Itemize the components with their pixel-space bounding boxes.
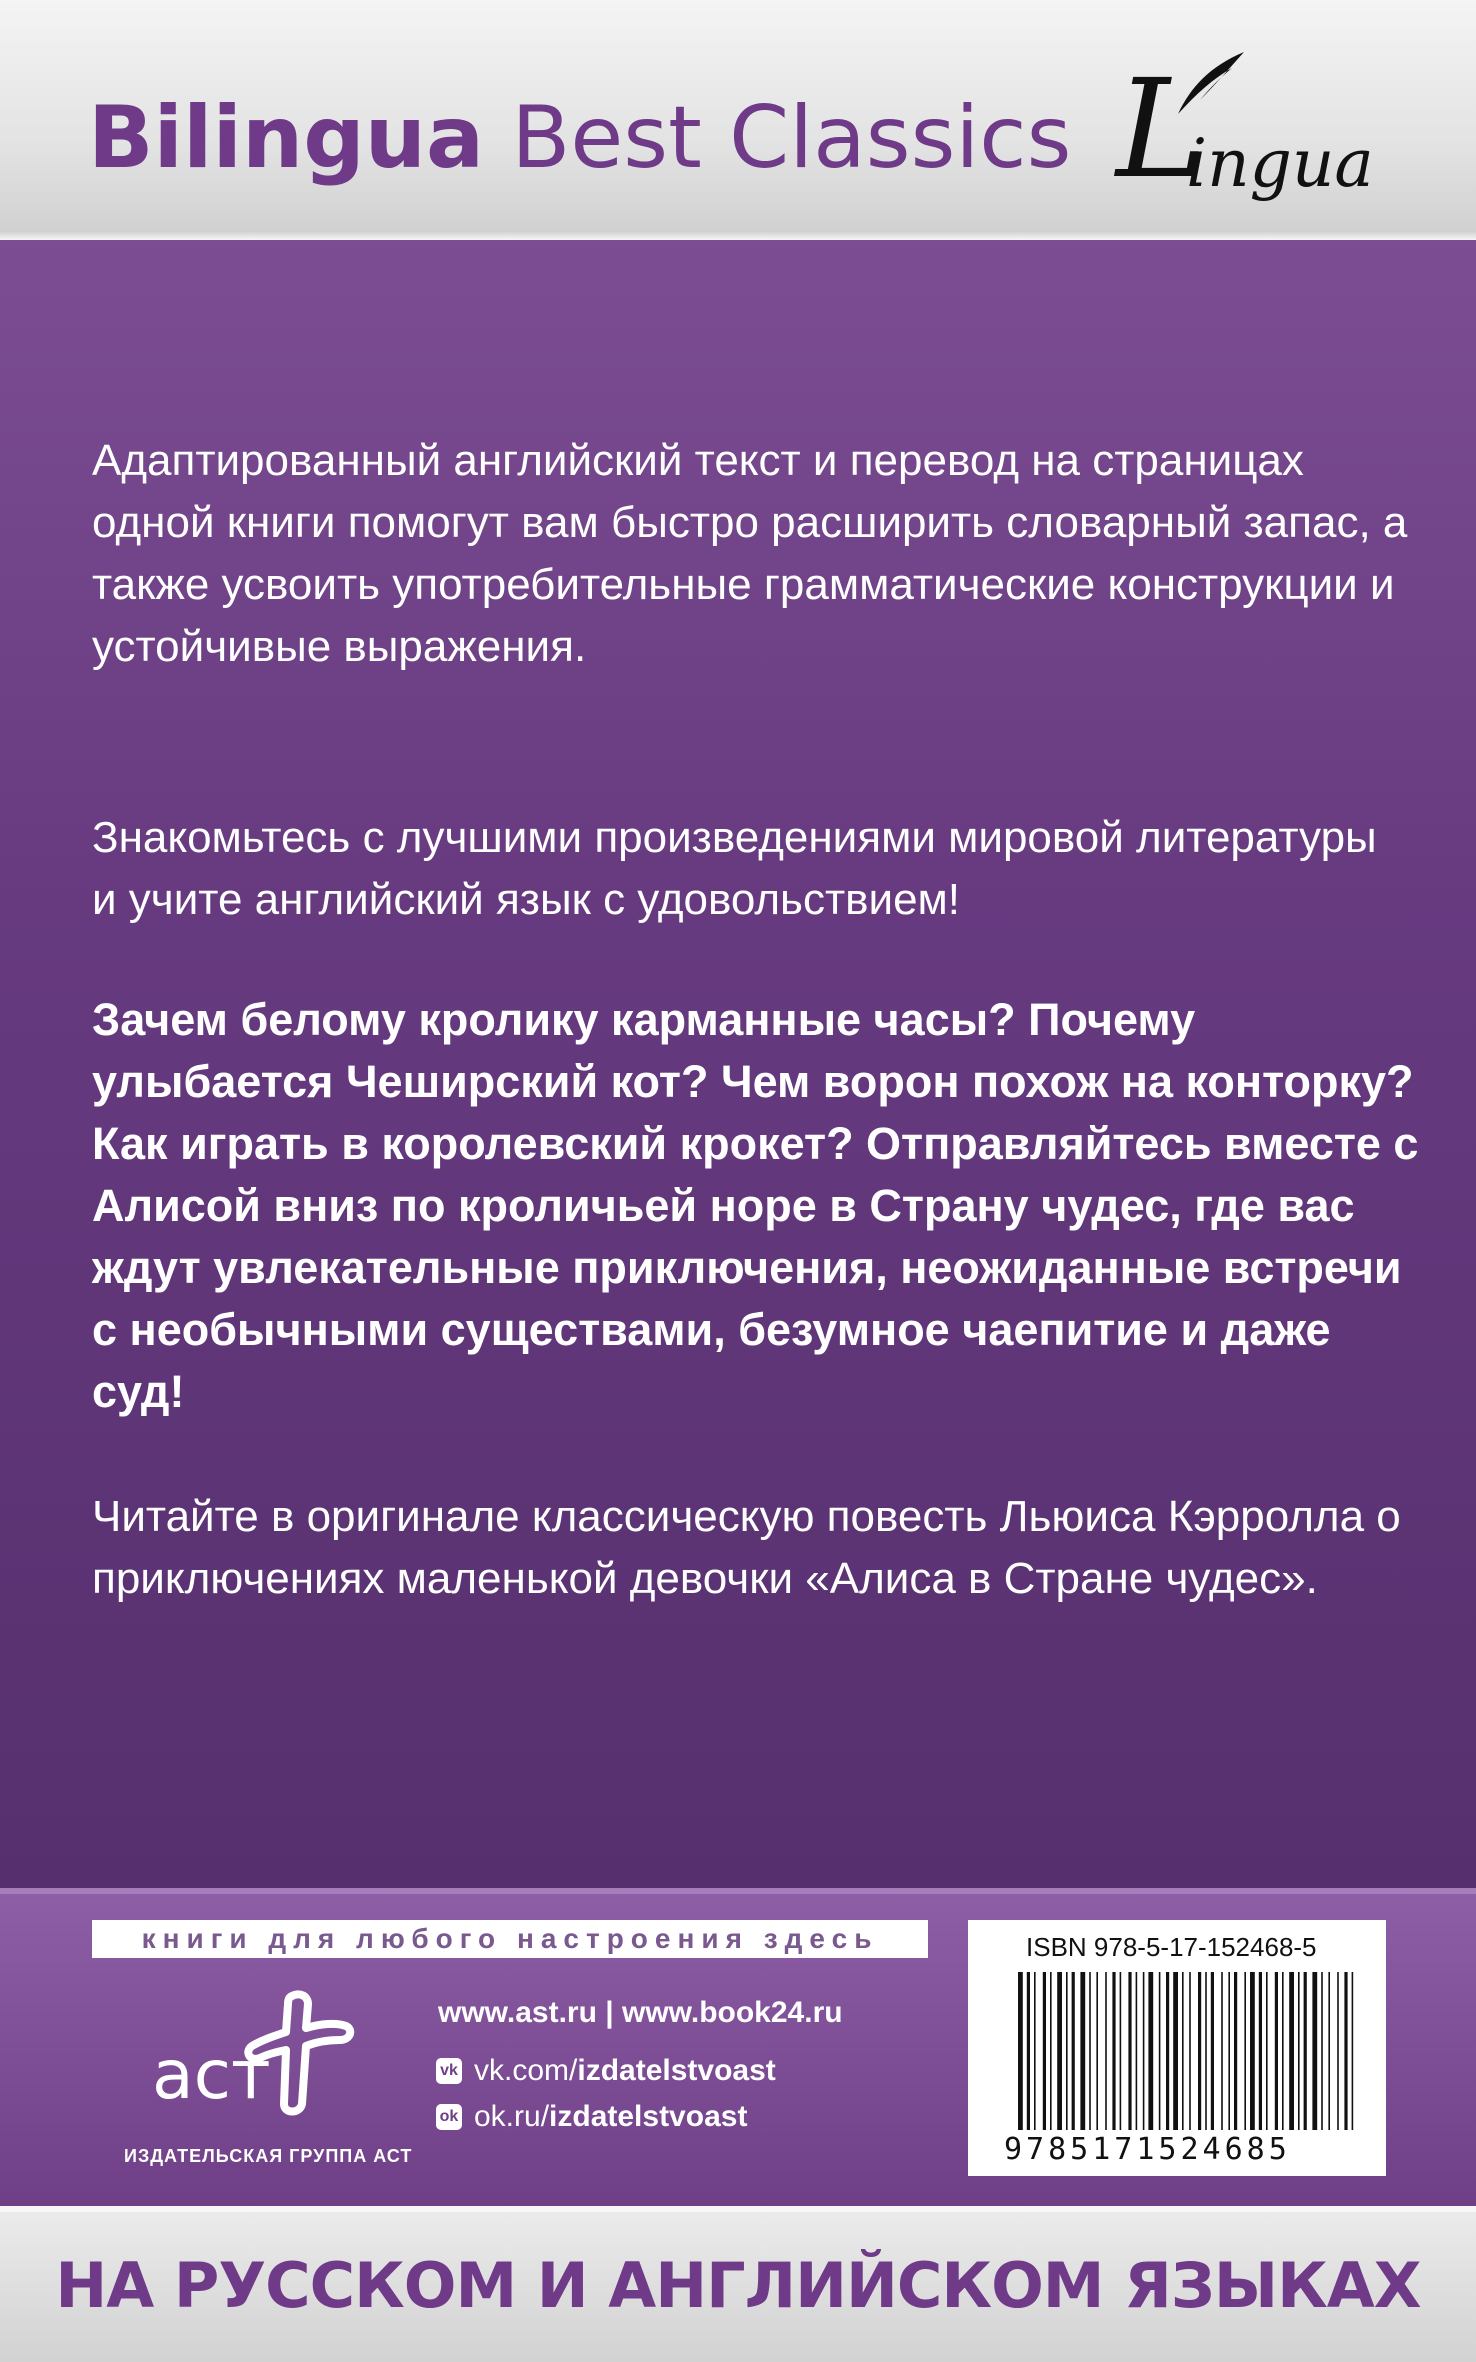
description-paragraph-4: Читайте в оригинале классическую повесть Льюиса Кэрролла о приключениях маленькой девочки «Алиса в Стране чудес». xyxy=(92,1492,1401,1603)
barcode-bar xyxy=(1182,1972,1184,2130)
barcode-bar xyxy=(1173,1972,1178,2130)
language-note: НА РУССКОМ И АНГЛИЙСКОМ ЯЗЫКАХ xyxy=(55,2249,1421,2322)
social-vk-prefix: vk.com/ xyxy=(474,2054,578,2087)
header-band xyxy=(0,0,1476,240)
barcode-bar xyxy=(1105,1972,1107,2130)
barcode-bar xyxy=(1328,1972,1330,2130)
barcode-bar xyxy=(1266,1972,1268,2130)
barcode-bar xyxy=(1312,1972,1317,2130)
description-paragraph-1: Адаптированный английский текст и перевод на страницах одной книги помогут вам быстро расширить словарный запас, а также усвоить употребительные грамматические конструкции и устойчивые выражения. xyxy=(92,436,1408,671)
barcode-bar xyxy=(1128,1972,1131,2130)
barcode-bar xyxy=(1080,1972,1085,2130)
barcode-bar xyxy=(1289,1972,1294,2130)
barcode-bar xyxy=(1043,1972,1046,2130)
barcode-bar xyxy=(1234,1972,1237,2130)
barcode-bar xyxy=(1166,1972,1169,2130)
barcode-bar xyxy=(1275,1972,1278,2130)
barcode-bar xyxy=(1027,1972,1030,2130)
description-paragraph-2: Знакомьтесь с лучшими произведениями мировой литературы и учите английский язык с удовольствием! xyxy=(92,813,1377,924)
language-band xyxy=(0,2206,1476,2362)
barcode-bar xyxy=(1344,1972,1347,2130)
barcode-bar xyxy=(1057,1972,1062,2130)
isbn-text: ISBN 978-5-17-152468-5 xyxy=(1026,1932,1317,1962)
description-area xyxy=(0,240,1476,1888)
barcode-bar xyxy=(1050,1972,1052,2130)
social-vk[interactable] xyxy=(436,2054,776,2088)
barcode-bar xyxy=(1066,1972,1068,2130)
barcode-bar xyxy=(1136,1972,1138,2130)
barcode-bar xyxy=(1148,1972,1153,2130)
publisher-footer xyxy=(0,1888,1476,2206)
isbn-box xyxy=(968,1920,1386,2176)
barcode-bar xyxy=(1205,1972,1207,2130)
ast-logo-text: аст xyxy=(152,2036,271,2115)
social-ok-account: izdatelstvoast xyxy=(549,2100,748,2133)
barcode-bar xyxy=(1159,1972,1161,2130)
ast-logo xyxy=(150,1986,360,2116)
description-paragraph-3: Зачем белому кролику карманные часы? Почему улыбается Чеширский кот? Чем ворон похож на конторку? Как играть в королевский крокет? Отправляйтесь вместе с Алисой вниз по кроличьей норе в Страну чудес, где вас ждут увлекательные приключения, неожиданные встречи с необычными существами, безумное чаепитие и даже суд! xyxy=(92,994,1419,1417)
barcode-bar xyxy=(1228,1972,1230,2130)
barcode xyxy=(1016,1972,1356,2130)
barcode-bar xyxy=(1211,1972,1214,2130)
barcode-bar xyxy=(1072,1972,1075,2130)
tagline: книги для любого настроения здесь xyxy=(92,1920,928,1958)
barcode-bar xyxy=(1143,1972,1145,2130)
barcode-bar xyxy=(1298,1972,1300,2130)
barcode-bar xyxy=(1120,1972,1122,2130)
barcode-bar xyxy=(1221,1972,1223,2130)
logo-initial: L xyxy=(1116,51,1207,209)
barcode-bar xyxy=(1352,1972,1354,2130)
lingua-logo xyxy=(1110,40,1374,220)
barcode-bar xyxy=(1112,1972,1115,2130)
barcode-bar xyxy=(1189,1972,1191,2130)
social-ok-prefix: ok.ru/ xyxy=(474,2100,550,2133)
series-title-bold: Bilingua xyxy=(88,88,485,188)
barcode-bar xyxy=(1089,1972,1091,2130)
series-title xyxy=(88,88,1071,188)
barcode-bar xyxy=(1096,1972,1098,2130)
barcode-digits: 9785171524685 xyxy=(1004,2132,1291,2167)
series-title-rest: Best Classics xyxy=(484,88,1072,188)
barcode-bar xyxy=(1244,1972,1246,2130)
website-links[interactable]: www.ast.ru | www.book24.ru xyxy=(438,1996,843,2029)
barcode-bar xyxy=(1304,1972,1307,2130)
barcode-bar xyxy=(1250,1972,1255,2130)
barcode-bar xyxy=(1259,1972,1262,2130)
barcode-bar xyxy=(1321,1972,1323,2130)
barcode-bar xyxy=(1337,1972,1339,2130)
barcode-bar xyxy=(1018,1972,1023,2130)
ok-icon: ok xyxy=(436,2104,462,2130)
barcode-bar xyxy=(1198,1972,1201,2130)
publisher-caption: ИЗДАТЕЛЬСКАЯ ГРУППА АСТ xyxy=(124,2146,413,2166)
barcode-bar xyxy=(1034,1972,1036,2130)
logo-rest: ingua xyxy=(1186,125,1374,202)
barcode-bar xyxy=(1282,1972,1284,2130)
social-vk-account: izdatelstvoast xyxy=(577,2054,776,2087)
vk-icon: vk xyxy=(436,2058,462,2084)
social-ok[interactable] xyxy=(436,2100,747,2134)
